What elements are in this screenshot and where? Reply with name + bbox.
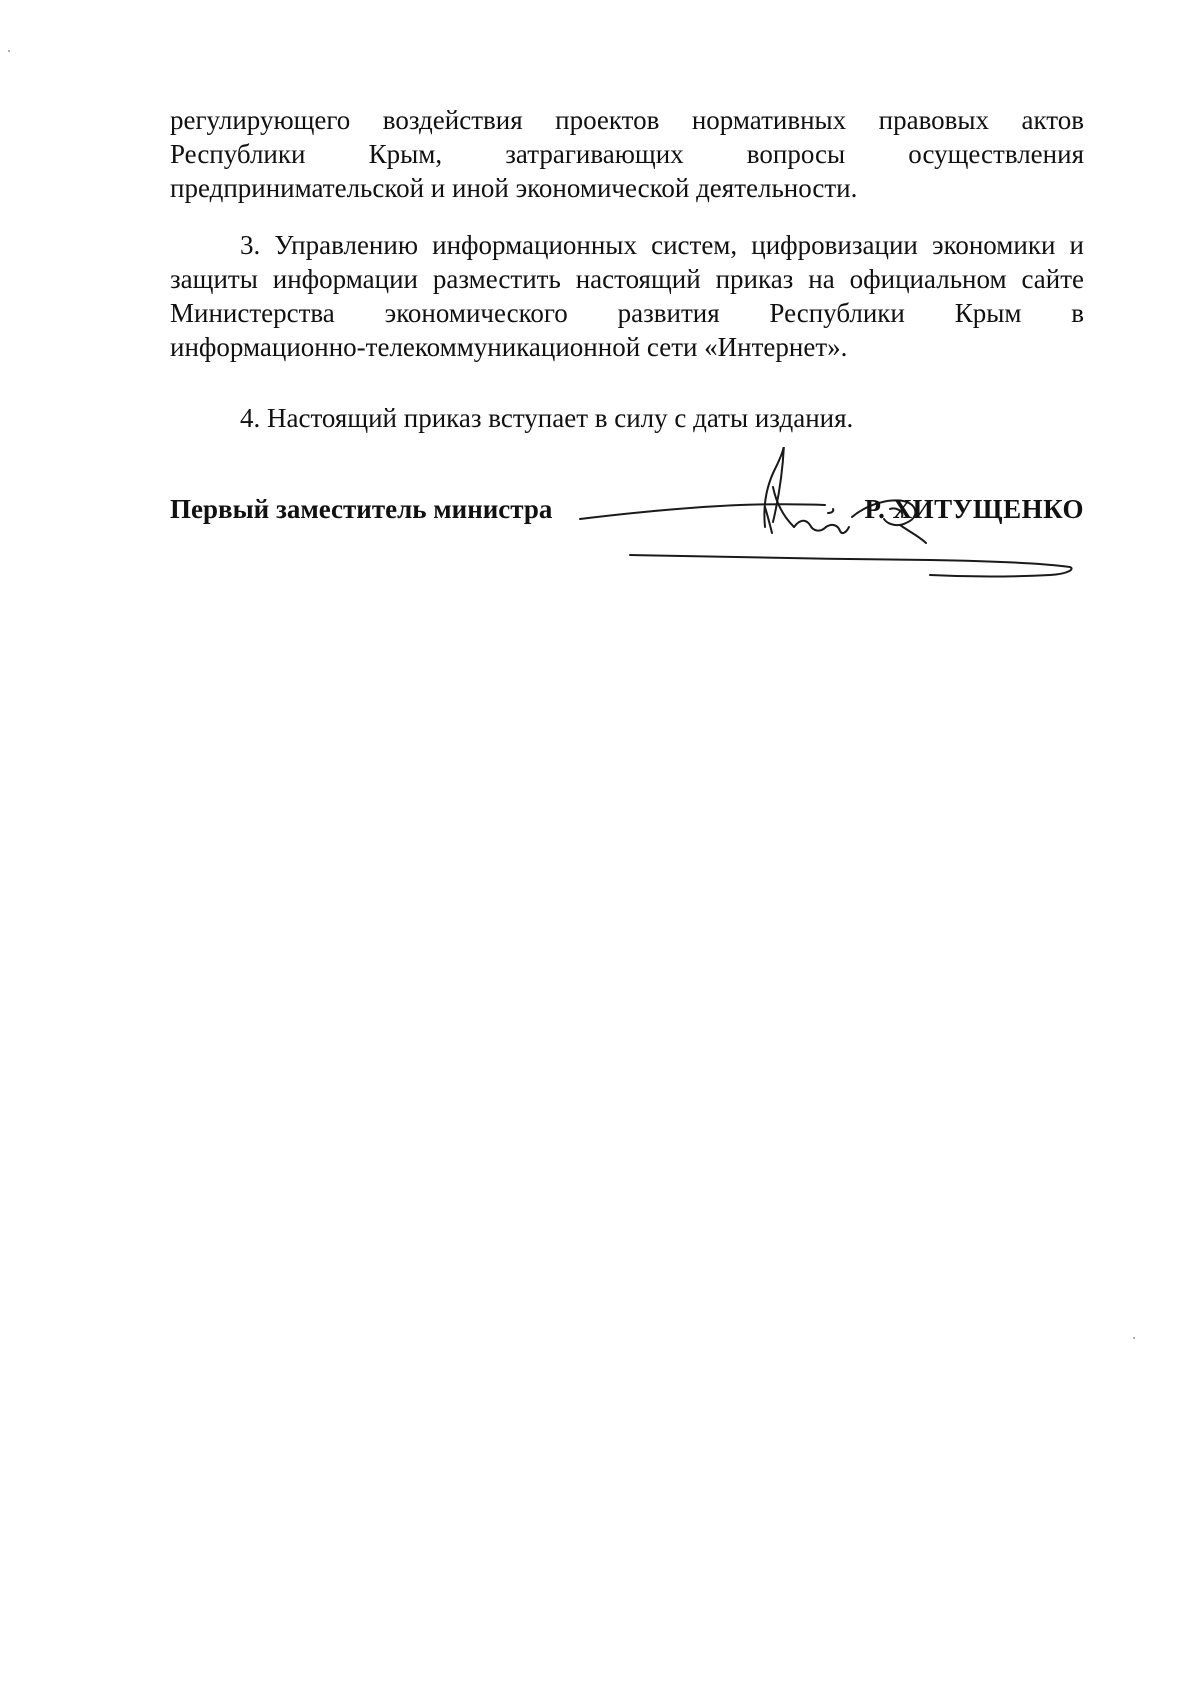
paragraph-item-4: [170, 401, 1084, 435]
paragraph-continuation: [170, 103, 1084, 205]
signer-position: Первый заместитель министра: [170, 494, 553, 524]
signer-name: Р. ХИТУЩЕНКО: [864, 494, 1084, 524]
paragraph-line: предпринимательской и иной экономической деятельности.: [170, 173, 858, 203]
paragraph-line: защиты информации разместить настоящий приказ на официальном сайте: [170, 264, 1084, 294]
paragraph-line: Министерства экономического развития Республики Крым в: [170, 298, 1084, 328]
scan-speck: [8, 50, 10, 52]
paragraph-line: информационно-телекоммуникационной сети «Интернет».: [170, 332, 848, 362]
paragraph-item-3: [170, 228, 1084, 364]
paragraph-line: регулирующего воздействия проектов нормативных правовых актов: [170, 105, 1084, 135]
paragraph-line: Республики Крым, затрагивающих вопросы осуществления: [170, 139, 1084, 169]
scan-speck: [1133, 1337, 1135, 1339]
paragraph-line: 4. Настоящий приказ вступает в силу с даты издания.: [240, 403, 854, 433]
paragraph-line: 3. Управлению информационных систем, цифровизации экономики и: [240, 230, 1084, 260]
signature-block: [170, 492, 1084, 582]
